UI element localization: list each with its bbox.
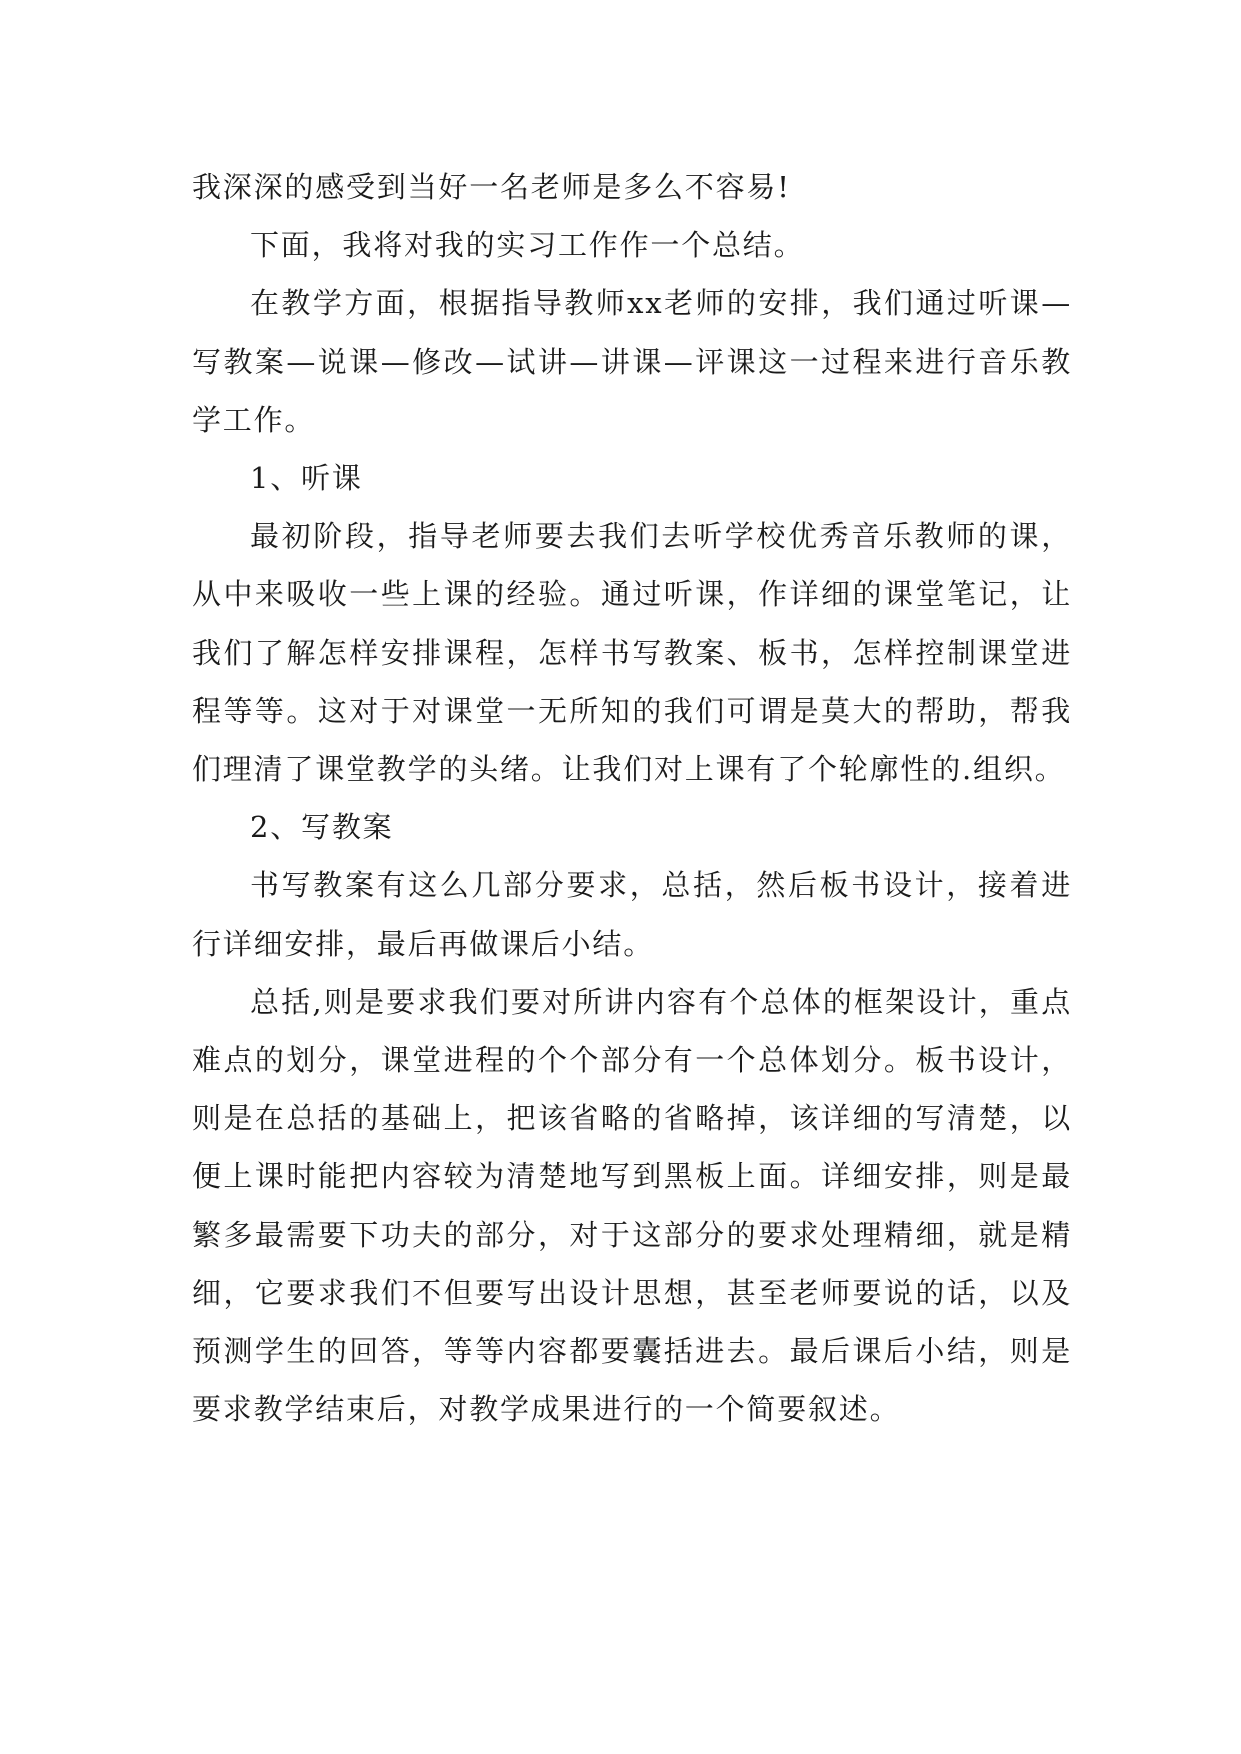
paragraph-summary-intro: 下面，我将对我的实习工作作一个总结。	[250, 228, 805, 263]
section-heading-listening: 1、听课	[250, 461, 363, 496]
section-heading-lesson-plan: 2、写教案	[250, 810, 394, 845]
paragraph-lesson-plan-details: 总括,则是要求我们要对所讲内容有个总体的框架设计，重点难点的划分，课堂进程的个个部分有一个总体划分。板书设计，则是在总括的基础上，把该省略的省略掉，该详细的写清楚，以便上课时能把内容较为清楚地写到黑板上面。详细安排，则是最繁多最需要下功夫的部分，对于这部分的要求处理精细，就是精细，它要求我们不但要写出设计思想，甚至老师要说的话，以及预测学生的回答，等等内容都要囊括进去。最后课后小结，则是要求教学结束后，对教学成果进行的一个简要叙述。	[192, 984, 1072, 1427]
paragraph-lesson-plan-parts: 书写教案有这么几部分要求，总括，然后板书设计，接着进行详细安排，最后再做课后小结。	[192, 868, 1072, 961]
document-body	[192, 158, 1072, 1438]
paragraph-teaching-process: 在教学方面，根据指导教师xx老师的安排，我们通过听课—写教案—说课—修改—试讲—讲课—评课这一过程来进行音乐教学工作。	[192, 286, 1072, 437]
paragraph-listening: 最初阶段，指导老师要去我们去听学校优秀音乐教师的课，从中来吸收一些上课的经验。通过听课，作详细的课堂笔记，让我们了解怎样安排课程，怎样书写教案、板书，怎样控制课堂进程等等。这对于对课堂一无所知的我们可谓是莫大的帮助，帮我们理清了课堂教学的头绪。让我们对上课有了个轮廓性的.组织。	[192, 519, 1072, 787]
paragraph-intro-ending: 我深深的感受到当好一名老师是多么不容易!	[192, 170, 791, 204]
